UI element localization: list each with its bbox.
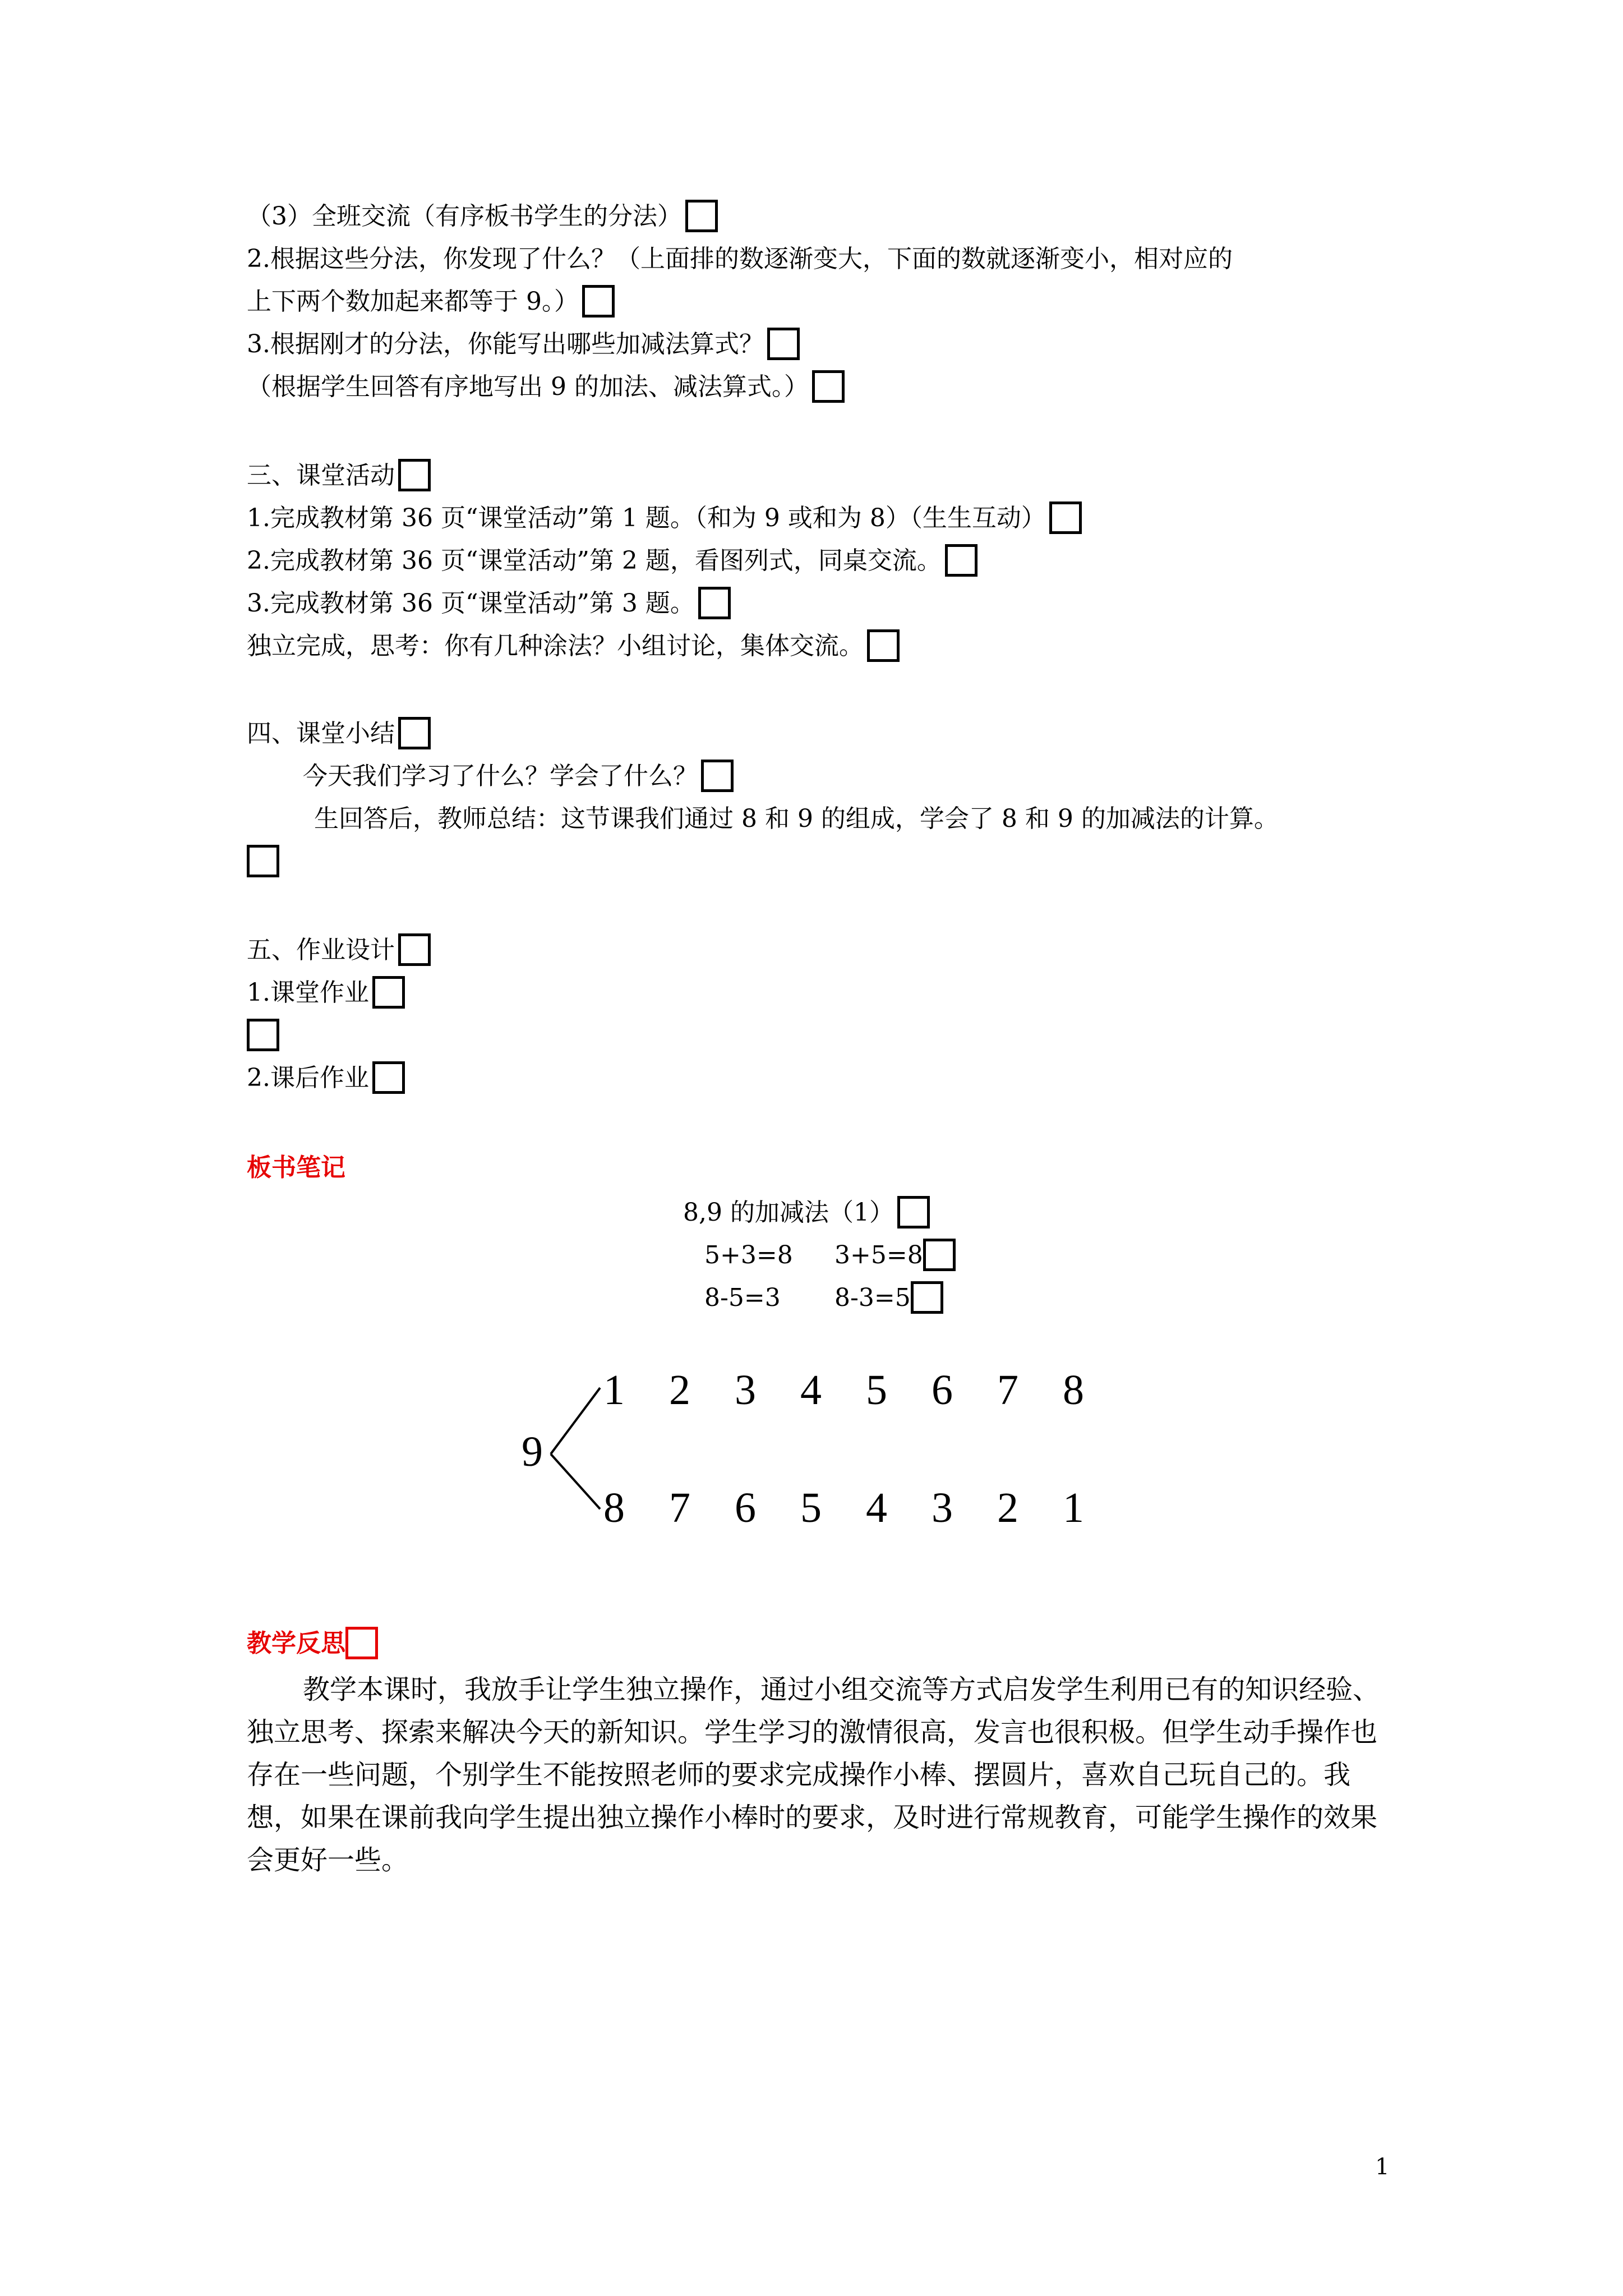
section-heading: 三、课堂活动 <box>247 459 431 494</box>
section-heading: 四、课堂小结 <box>247 717 431 752</box>
text-line: 2.根据这些分法，你发现了什么？（上面排的数逐渐变大，下面的数就逐渐变小，相对应的 <box>247 245 1233 273</box>
text-line: （3）全班交流（有序板书学生的分法） <box>247 200 718 234</box>
text-line: （根据学生回答有序地写出 9 的加法、减法算式。） <box>247 370 845 405</box>
checkbox[interactable] <box>345 1627 378 1659</box>
equation: 8-5=3 <box>704 1283 781 1312</box>
bottom-number: 6 <box>735 1484 756 1531</box>
board-heading: 板书笔记 <box>247 1153 345 1182</box>
bottom-number: 5 <box>800 1484 822 1531</box>
bottom-number: 2 <box>997 1484 1018 1531</box>
text-line: 2.完成教材第 36 页“课堂活动”第 2 题，看图列式，同桌交流。 <box>247 544 978 579</box>
equation: 8-3=5 <box>834 1281 943 1316</box>
bottom-number: 8 <box>603 1484 625 1531</box>
text-line: 生回答后，教师总结：这节课我们通过 8 和 9 的组成，学会了 8 和 9 的加减法的计算。 <box>314 804 1279 833</box>
top-number: 2 <box>669 1366 690 1414</box>
top-number: 6 <box>932 1366 953 1414</box>
text-line: 今天我们学习了什么？学会了什么？ <box>303 760 734 794</box>
top-number: 1 <box>603 1366 625 1414</box>
top-number: 8 <box>1063 1366 1084 1414</box>
equation: 3+5=8 <box>834 1239 956 1273</box>
page-number: 1 <box>1375 2154 1390 2180</box>
top-number: 7 <box>997 1366 1018 1414</box>
text-line: 3.完成教材第 36 页“课堂活动”第 3 题。 <box>247 587 731 622</box>
text-line: 上下两个数加起来都等于 9。） <box>247 285 615 320</box>
top-number: 5 <box>866 1366 887 1414</box>
equation: 5+3=8 <box>704 1241 793 1269</box>
bottom-number: 1 <box>1063 1484 1084 1531</box>
text-line: 3.根据刚才的分法，你能写出哪些加减法算式？ <box>247 328 800 362</box>
text-line: 1.完成教材第 36 页“课堂活动”第 1 题。（和为 9 或和为 8）（生生互动） <box>247 501 1082 536</box>
bottom-number: 3 <box>932 1484 953 1531</box>
root-number: 9 <box>522 1428 543 1475</box>
text-line: 2.课后作业 <box>247 1061 405 1096</box>
bottom-number: 4 <box>866 1484 887 1531</box>
text-line: 1.课堂作业 <box>247 976 405 1011</box>
text-line: 独立完成，思考：你有几种涂法？小组讨论，集体交流。 <box>247 629 900 664</box>
reflection-paragraph: 教学本课时，我放手让学生独立操作，通过小组交流等方式启发学生利用已有的知识经验、独立思考、探索来解决今天的新知识。学生学习的激情很高，发言也很积极。但学生动手操作也存在一些问题，个别学生不能按照老师的要求完成操作小棒、摆圆片，喜欢自己玩自己的。我想，如果在课前我向学生提出独立操作小棒时的要求，及时进行常规教育，可能学生操作的效果会更好一些。 <box>247 1674 1380 1876</box>
reflection-heading: 教学反思 <box>247 1627 378 1662</box>
top-number: 3 <box>735 1366 756 1414</box>
top-number: 4 <box>800 1366 822 1414</box>
bottom-number: 7 <box>669 1484 690 1531</box>
board-title: 8,9 的加减法（1） <box>683 1196 930 1231</box>
section-heading: 五、作业设计 <box>247 933 431 968</box>
